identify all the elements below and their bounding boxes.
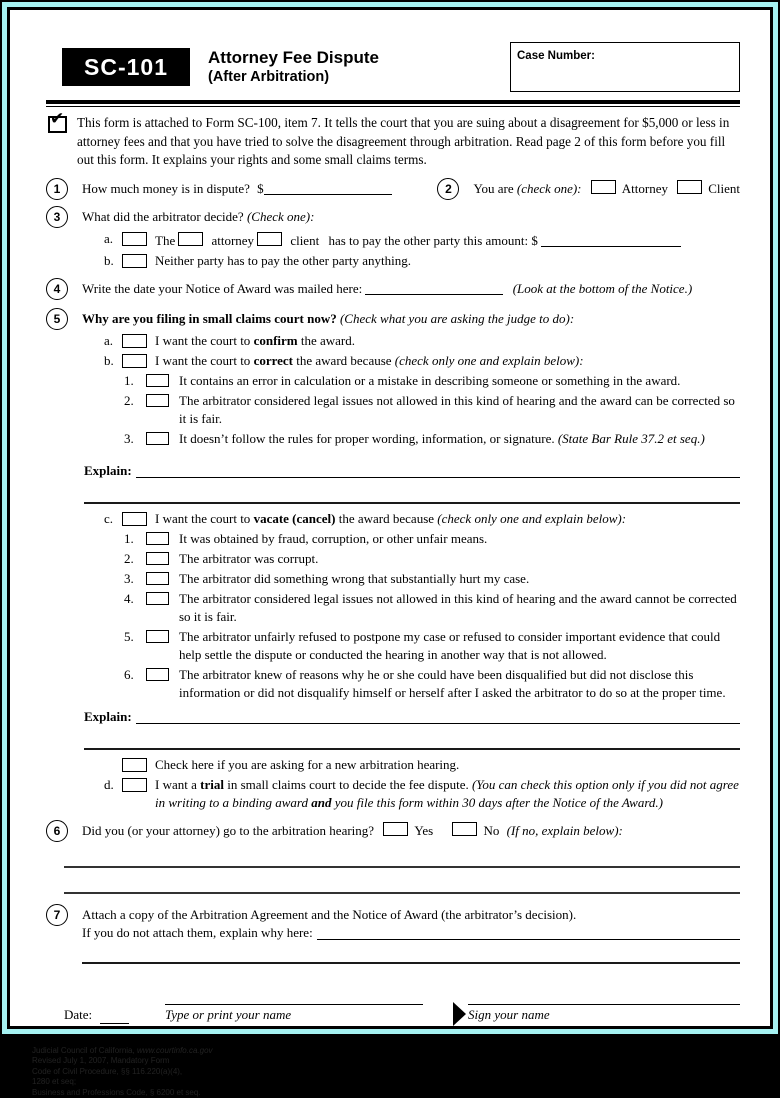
typed-name-block <box>165 988 423 1024</box>
q3b-checkbox[interactable] <box>122 254 147 268</box>
typed-name-field[interactable] <box>165 988 423 1005</box>
q5b-letter: b. <box>104 352 122 370</box>
q2-hint: (check one): <box>517 181 582 196</box>
q5b1-checkbox[interactable] <box>146 374 169 387</box>
q5-option-b <box>104 352 740 370</box>
q5c3-checkbox[interactable] <box>146 572 169 585</box>
footer-form-subtitle: (Attachment to Plaintiff’s Claim and ORDER to Go to Small Claims Court) <box>300 1062 622 1090</box>
q4-hint: (Look at the bottom of the Notice.) <box>513 281 692 296</box>
q5b-checkbox[interactable] <box>122 354 147 368</box>
q5b-explain-field-2[interactable] <box>84 480 740 504</box>
question-2 <box>473 178 740 198</box>
q5a-bold: confirm <box>254 333 298 348</box>
q5c1-checkbox[interactable] <box>146 532 169 545</box>
q5-option-d <box>104 776 740 812</box>
q5c2-number: 2. <box>124 550 146 568</box>
q5b1-number: 1. <box>124 372 146 390</box>
item-5-number: 5 <box>46 308 68 330</box>
q5b-hint: (check only one and explain below): <box>395 353 584 368</box>
form-page <box>7 7 773 1029</box>
q3-option-a <box>104 230 740 250</box>
q5b2-number: 2. <box>124 392 146 428</box>
q5b-explain <box>84 462 740 480</box>
q3a-amount-field[interactable] <box>541 233 681 247</box>
q5-new-hearing-spacer <box>104 756 122 774</box>
date-field[interactable] <box>100 1007 129 1024</box>
form-title-block <box>208 48 510 86</box>
q7-line2: If you do not attach them, explain why here: <box>82 924 313 942</box>
q5b3-hint: (State Bar Rule 37.2 et seq.) <box>558 431 705 446</box>
q5b-item-3 <box>124 430 740 448</box>
q3-label: What did the arbitrator decide? <box>82 209 247 224</box>
signature-field[interactable] <box>468 988 740 1005</box>
q5c6-checkbox[interactable] <box>146 668 169 681</box>
intro-block <box>46 114 740 170</box>
q5c-post: the award because <box>336 511 438 526</box>
q5b-bold: correct <box>254 353 293 368</box>
intro-text: This form is attached to Form SC-100, item 7. It tells the court that you are suing about a disagreement for $5,000 or less in attorney fees and that you have tried to solve the disagreement through arbitration. Read page 2 of this form before you fill out this form. It explains your rights and some small claims terms. <box>77 114 740 170</box>
q5c-item-4 <box>124 590 740 626</box>
q5d-letter: d. <box>104 776 122 812</box>
q5c-pre: I want the court to <box>155 511 254 526</box>
q5d-checkbox[interactable] <box>122 778 147 792</box>
q3a-the: The <box>155 233 175 248</box>
next-page-arrow-icon: → <box>622 1065 750 1079</box>
q5c2-checkbox[interactable] <box>146 552 169 565</box>
q5c6-number: 6. <box>124 666 146 702</box>
footer <box>32 1046 750 1098</box>
q5-new-hearing-checkbox[interactable] <box>122 758 147 772</box>
footer-revised: Revised July 1, 2007, Mandatory Form <box>32 1056 300 1067</box>
form-number-badge: SC-101 <box>62 48 190 86</box>
signature-arrow-icon <box>453 1002 466 1026</box>
q6-no-label: No <box>483 823 499 838</box>
footer-form-number: SC-101, <box>656 1049 696 1061</box>
q5d-pre: I want a <box>155 777 200 792</box>
q5-new-hearing-text: Check here if you are asking for a new arbitration hearing. <box>155 756 740 774</box>
q5-label: Why are you filing in small claims court now? <box>82 311 340 326</box>
q2-attorney-label: Attorney <box>622 181 668 196</box>
question-6 <box>46 820 740 842</box>
q5b2-checkbox[interactable] <box>146 394 169 407</box>
q5c4-number: 4. <box>124 590 146 626</box>
footer-title-block <box>300 1046 622 1098</box>
q1-dollar-sign: $ <box>257 181 264 196</box>
q5b-pre: I want the court to <box>155 353 254 368</box>
item-7-number: 7 <box>46 904 68 926</box>
q5b-item-1 <box>124 372 740 390</box>
footer-url: www.courtinfo.ca.gov <box>137 1046 213 1055</box>
typed-name-caption: Type or print your name <box>165 1005 423 1024</box>
q3a-client-label: client <box>290 233 319 248</box>
q5c-item-1 <box>124 530 740 548</box>
checked-checkbox-icon: ✔ <box>48 116 67 133</box>
q5-option-c <box>104 510 740 528</box>
item-2-number: 2 <box>437 178 459 200</box>
q3a-letter: a. <box>104 230 122 250</box>
question-3 <box>46 206 740 228</box>
q5b-explain-label: Explain: <box>84 462 132 480</box>
q5a-pre: I want the court to <box>155 333 254 348</box>
q7-line1: Attach a copy of the Arbitration Agreement and the Notice of Award (the arbitrator’s decision). <box>82 906 740 924</box>
q7-explain-field[interactable] <box>317 924 740 940</box>
q5c-checkbox[interactable] <box>122 512 147 526</box>
q3b-letter: b. <box>104 252 122 270</box>
q5c3-number: 3. <box>124 570 146 588</box>
date-label: Date: <box>64 1006 92 1024</box>
q5c-item-2 <box>124 550 740 568</box>
q3a-rest: has to pay the other party this amount: $ <box>328 233 537 248</box>
q3a-checkbox[interactable] <box>122 232 147 246</box>
q5c5-text: The arbitrator unfairly refused to postpone my case or refused to consider important evidence that could help settle the dispute or conducted the hearing in another way that is not allowed. <box>179 628 740 664</box>
q5d-bold: trial <box>200 777 224 792</box>
q5c-explain-field-2[interactable] <box>84 726 740 750</box>
q5b1-text: It contains an error in calculation or a mistake in describing someone or something in the award. <box>179 372 740 390</box>
q5-new-hearing-row <box>104 756 740 774</box>
q3a-attorney-label: attorney <box>211 233 254 248</box>
q6-hint: (If no, explain below): <box>507 823 623 838</box>
q6-explain-line-2[interactable] <box>64 868 740 894</box>
q5d-hint1: (You can check this option only if you did not agree in writing to a binding award <box>155 777 739 810</box>
q5c1-number: 1. <box>124 530 146 548</box>
form-header <box>46 48 740 92</box>
q5c3-text: The arbitrator did something wrong that substantially hurt my case. <box>179 570 740 588</box>
q5a-letter: a. <box>104 332 122 350</box>
q5c-item-6 <box>124 666 740 702</box>
q1-label: How much money is in dispute? <box>82 181 250 196</box>
item-4-number: 4 <box>46 278 68 300</box>
q3b-text: Neither party has to pay the other party anything. <box>155 252 740 270</box>
q5c-item-3 <box>124 570 740 588</box>
q5c6-text: The arbitrator knew of reasons why he or she could have been disqualified but did not disclose this information or did not disqualify himself or herself after I asked the arbitrator to do so at the proper time. <box>179 666 740 702</box>
item-6-number: 6 <box>46 820 68 842</box>
q5d-post: in small claims court to decide the fee dispute. <box>224 777 472 792</box>
q5c-bold: vacate (cancel) <box>254 511 336 526</box>
q5c2-text: The arbitrator was corrupt. <box>179 550 740 568</box>
footer-page-number: Page 1 of 2 <box>696 1050 750 1061</box>
q5a-checkbox[interactable] <box>122 334 147 348</box>
case-number-label: Case Number: <box>517 47 733 65</box>
q5c-explain-label: Explain: <box>84 708 132 726</box>
q5c5-checkbox[interactable] <box>146 630 169 643</box>
q3-hint: (Check one): <box>247 209 315 224</box>
q5b-item-2 <box>124 392 740 428</box>
footer-legal-block <box>32 1046 300 1098</box>
q2-attorney-checkbox[interactable] <box>591 180 616 194</box>
q2-client-label: Client <box>708 181 740 196</box>
q5c-explain-field[interactable] <box>136 708 740 724</box>
q5c4-checkbox[interactable] <box>146 592 169 605</box>
form-title: Attorney Fee Dispute <box>208 48 510 68</box>
q5a-post: the award. <box>298 333 355 348</box>
case-number-box[interactable] <box>510 42 740 92</box>
question-1 <box>82 178 431 198</box>
q7-explain-field-2[interactable] <box>82 942 740 964</box>
q3a-attorney-checkbox[interactable] <box>178 232 203 246</box>
q4-date-field[interactable] <box>365 281 503 295</box>
footer-bpc: Business and Professions Code, § 6200 et seq. <box>32 1088 300 1098</box>
q5c5-number: 5. <box>124 628 146 664</box>
q5c-letter: c. <box>104 510 122 528</box>
question-5 <box>46 308 740 330</box>
form-subtitle: (After Arbitration) <box>208 68 510 86</box>
q4-label: Write the date your Notice of Award was mailed here: <box>82 281 362 296</box>
q2-label: You are <box>473 181 516 196</box>
item-1-number: 1 <box>46 178 68 200</box>
q5d-hint2: you file this form within 30 days after the Notice of the Award.) <box>332 795 663 810</box>
item-3-number: 3 <box>46 206 68 228</box>
q1-amount-field[interactable] <box>264 181 392 195</box>
q5-hint: (Check what you are asking the judge to do): <box>340 311 574 326</box>
q6-no-checkbox[interactable] <box>452 822 477 836</box>
q3-option-b <box>104 252 740 270</box>
q6-explain-line-1[interactable] <box>64 842 740 868</box>
signature-caption: Sign your name <box>468 1005 740 1024</box>
q6-label: Did you (or your attorney) go to the arbitration hearing? <box>82 823 374 838</box>
q6-yes-checkbox[interactable] <box>383 822 408 836</box>
footer-rule <box>10 1040 770 1043</box>
q5b2-text: The arbitrator considered legal issues not allowed in this kind of hearing and the award can be corrected so it is fair. <box>179 392 739 428</box>
q3a-client-checkbox[interactable] <box>257 232 282 246</box>
q5c4-text: The arbitrator considered legal issues not allowed in this kind of hearing and the award cannot be corrected so it is fair. <box>179 590 739 626</box>
question-7 <box>46 904 740 942</box>
footer-council: Judicial Council of California, <box>32 1046 137 1055</box>
q5c-item-5 <box>124 628 740 664</box>
header-rule <box>46 100 740 107</box>
q5d-hint-bold: and <box>311 795 331 810</box>
footer-ccp2: 1280 et seq; <box>32 1077 300 1088</box>
q5-option-a <box>104 332 740 350</box>
q5c-hint: (check only one and explain below): <box>437 511 626 526</box>
q6-yes-label: Yes <box>414 823 433 838</box>
footer-ccp: Code of Civil Procedure, §§ 116.220(a)(4), <box>32 1067 300 1078</box>
signature-section <box>64 988 740 1024</box>
q7-line2-row <box>82 924 740 942</box>
q2-client-checkbox[interactable] <box>677 180 702 194</box>
q5b-post: the award because <box>293 353 395 368</box>
q5c1-text: It was obtained by fraud, corruption, or other unfair means. <box>179 530 740 548</box>
signature-block <box>468 988 740 1024</box>
question-4 <box>46 278 740 300</box>
q5b3-number: 3. <box>124 430 146 448</box>
q5b3-checkbox[interactable] <box>146 432 169 445</box>
q5b3-text: It doesn’t follow the rules for proper wording, information, or signature. <box>179 431 558 446</box>
footer-page-block <box>622 1046 750 1098</box>
question-1-2-row <box>46 178 740 200</box>
footer-form-title: Attorney Fee Dispute (After Arbitration) <box>300 1046 622 1062</box>
q5b-explain-field[interactable] <box>136 462 740 478</box>
q5c-explain <box>84 708 740 726</box>
